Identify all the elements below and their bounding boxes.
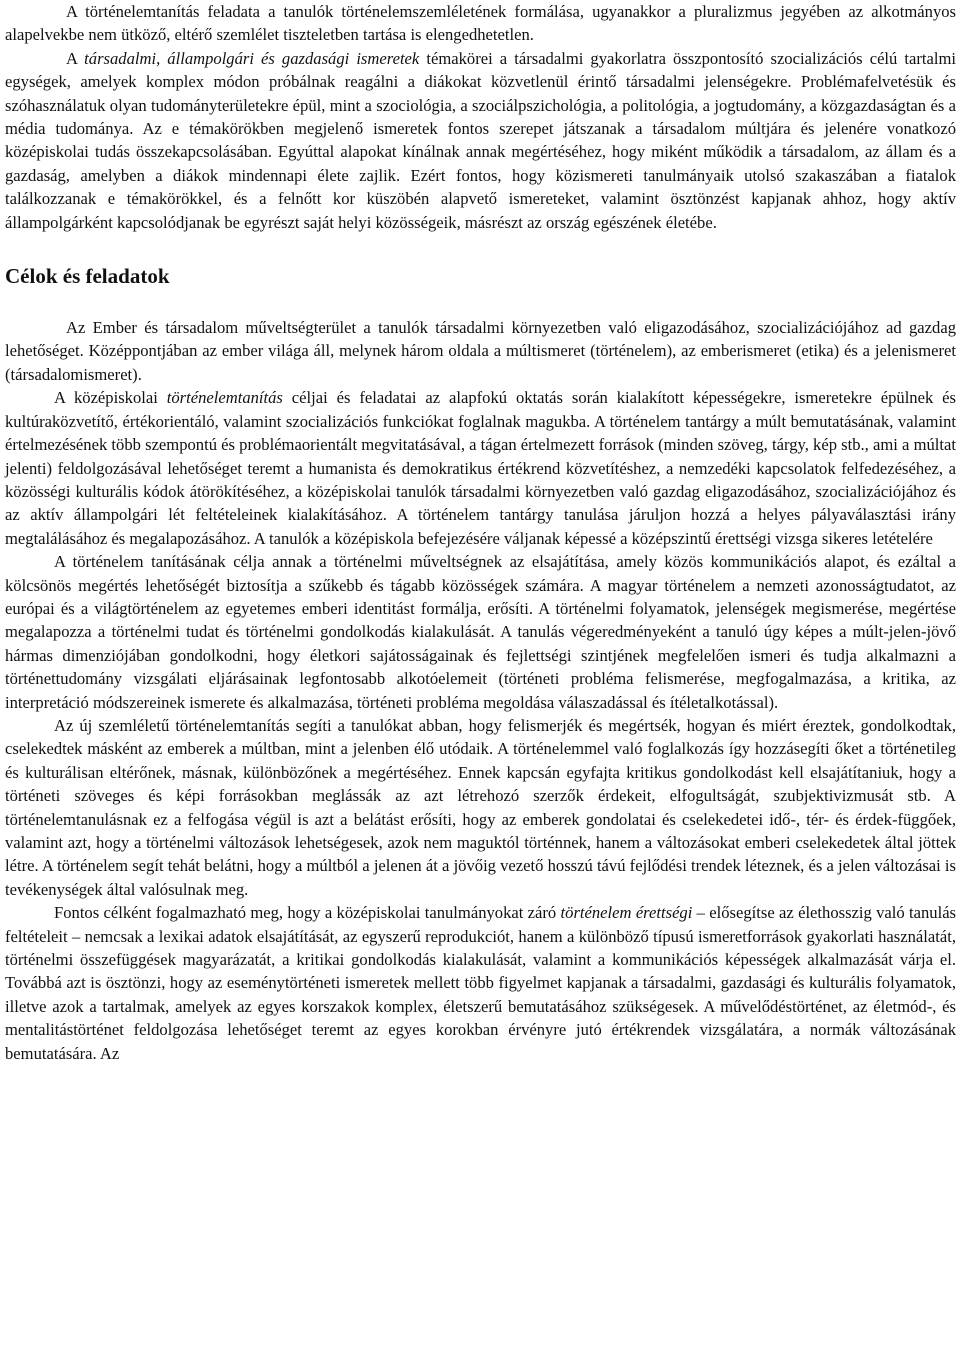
intro-paragraph-2: A társadalmi, állampolgári és gazdasági ismeretek témakörei a társadalmi gyakorlatra összpontosító szocializációs célú tartalmi egységek, amelyek komplex módon próbálnak reagálni a diákokat közvetlenül érintő társadalmi jelenségekre. Problémafelvetésük és szóhasználatuk olyan tudományterületekre épül, mint a szociológia, a szociálpszichológia, a politológia, a jogtudomány, a közgazdaságtan és a média tudománya. Az e témakörökben megjelenő ismeretek fontos szerepet játszanak a társadalom múltjára és jelenére vonatkozó középiskolai tudás összekapcsolásában. Egyúttal alapokat kínálnak annak megértéséhez, hogy miként működik a társadalom, az állam és a gazdaság, amelyben a diákok mindennapi élete zajlik. Ezért fontos, hogy közismereti tanulmányaik utolsó szakaszában a fiatalok találkozzanak e témakörökkel, és a felnőtt kor küszöbén alapvető ismereteket, valamint ösztönzést kapjanak ahhoz, hogy aktív állampolgárként kapcsolódjanak be egyrészt saját helyi közösségeik, másrészt az ország egészének életébe. <box>5 48 957 232</box>
section-heading: Célok és feladatok <box>5 264 170 289</box>
section-paragraph-2: A középiskolai történelemtanítás céljai és feladatai az alapfokú oktatás során kialakított képességekre, ismeretekre épülnek és kultúraközvetítő, értékorientáló, valamint szocializációs funkciókat foglalnak magukba. A történelem tantárgy a múlt bemutatásának, valamint értelmezésének több szempontú és problémaorientált megvitatásával, a tágan értelmezett források (minden szöveg, tárgy, kép stb., ami a múltat jelenti) feldolgozásával lehetőséget teremt a humanista és demokratikus értékrend közvetítéshez, a nemzedéki kapcsolatok felfedezéséhez, a közösségi kulturális kódok átörökítéséhez, a középiskolai tanulók társadalmi környezetben való gazdag eligazodásához, szocializációjához és az aktív állampolgári lét feltételeinek kialakításához. A történelem tantárgy tanulása járuljon hozzá a helyes pályaválasztási irány megtalálásához és megalapozásához. A tanulók a középiskola befejezésére váljanak képessé a középszintű érettségi vizsga sikeres letételére <box>5 388 956 548</box>
section-paragraph-3: A történelem tanításának célja annak a történelmi műveltségnek az elsajátítása, amely közös kommunikációs alapot, és ezáltal a kölcsönös megértés lehetőségét biztosítja a szűkebb és tágabb közösségek számára. A magyar történelem a nemzeti azonosságtudatot, az európai és a világtörténelem az egyetemes emberi identitást formálja, erősíti. A történelmi folyamatok, jelenségek megismerése, megértése megalapozza a történelmi tudat és történelmi gondolkodás kialakulását. A tanulás végeredményeként a tanuló úgy képes a múlt-jelen-jövő hármas dimenziójában gondolkodni, hogy életkori sajátosságainak és fejlettségi szintjének megfelelően ismeri és tudja alkalmazni a történettudomány vizsgálati eljárásainak legfontosabb alkotóelemeit (történeti probléma felismerése, megfogalmazása, a kritika, az interpretáció módszereinek ismerete és alkalmazása, történeti probléma megoldása válaszadással és ítéletalkotással). <box>5 552 956 712</box>
section-paragraph-1: Az Ember és társadalom műveltségterület a tanulók társadalmi környezetben való eligazodásához, szocializációjához ad gazdag lehetőséget. Középpontjában az ember világa áll, melynek három oldala a múltismeret (történelem), az emberismeret (etika) és a jelenismeret (társadalomismeret). <box>5 318 956 384</box>
intro-paragraph-1: A történelemtanítás feladata a tanulók történelemszemléletének formálása, ugyanakkor a pluralizmus jegyében az alkotmányos alapelvekbe nem ütköző, eltérő szemlélet tiszteletben tartása is elengedhetetlen. <box>5 2 956 45</box>
section-paragraph-4: Az új szemléletű történelemtanítás segíti a tanulókat abban, hogy felismerjék és megértsék, hogyan és miért éreztek, gondolkodtak, cselekedtek másként az emberek a múltban, mint a jelenben élő utódaik. A történelemmel való foglalkozás így hozzásegíti őket a történetileg és kulturálisan eltérőnek, másnak, különbözőnek a megértéséhez. Ennek kapcsán egyfajta kritikus gondolkodást kell elsajátítaniuk, hogy a történeti szöveges és képi forrásokban meglássák az azt létrehozó szerzők érdekeit, elfogultságát, szubjektivizmusát stb. A történelemtanulásnak ez a felfogása végül is azt a belátást erősíti, hogy az emberek gondolatai és cselekedetei idő-, tér- és érdek-függőek, valamint azt, hogy a történelmi változások lehetségesek, azok nem maguktól történnek, hanem a változásokat emberi cselekedetek által jöttek létre. A történelem segít tehát belátni, hogy a múltból a jelenen át a jövőig vezető hosszú távú fejlődési trendek léteznek, és a jelen változásai is tevékenységek által valósulnak meg. <box>5 715 956 899</box>
section-paragraph-5: Fontos célként fogalmazható meg, hogy a középiskolai tanulmányokat záró történelem érettségi – elősegítse az élethosszig való tanulás feltételeit – nemcsak a lexikai adatok elsajátítását, az egyszerű reprodukciót, hanem a különböző típusú ismeretforrások gyakorlati használatát, történelmi összefüggések magyarázatát, a kritikai gondolkodás kialakulását, valamint a kommunikációs képességek alkalmazását várja el. Továbbá azt is ösztönzi, hogy az eseménytörténeti ismeretek mellett több figyelmet kapjanak a társadalmi, gazdasági és kulturális folyamatok, illetve azok a tartalmak, amelyek az egyes korszakok komplex, életszerű bemutatásához szükségesek. A művelődéstörténet, az életmód-, és mentalitástörténet feldolgozása lehetőséget teremt az egyes korokban érvényre jutó értékrendek vizsgálatára, a normák változásának bemutatására. Az <box>5 903 957 1063</box>
